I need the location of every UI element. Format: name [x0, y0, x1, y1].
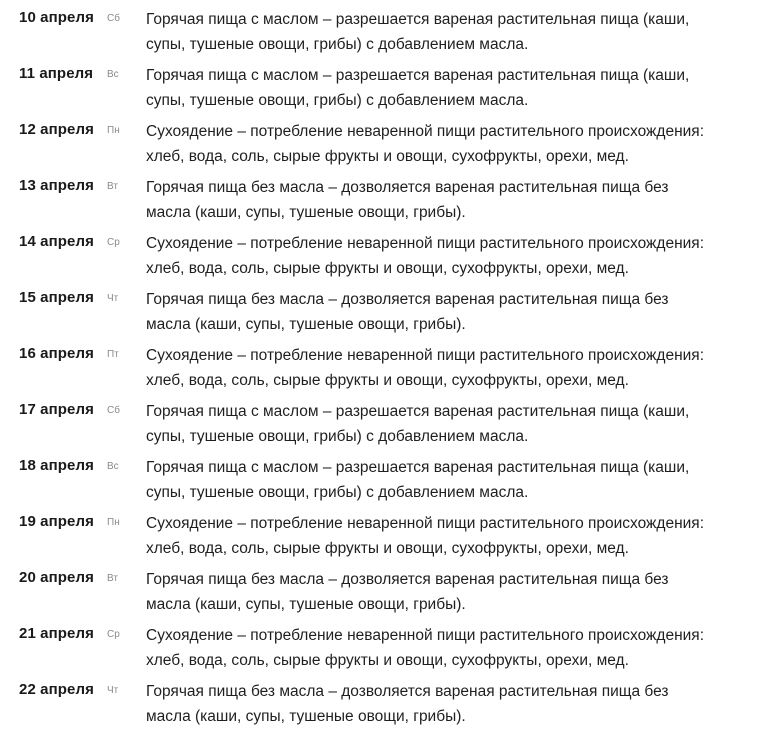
weekday-label: Сб	[107, 13, 120, 24]
description-line: Горячая пища без масла – дозволяется вареная растительная пища без	[146, 291, 669, 308]
description-line: супы, тушеные овощи, грибы) с добавлением масла.	[146, 92, 529, 109]
date-label: 11 апреля	[19, 65, 94, 82]
weekday-label: Вс	[107, 461, 119, 472]
diet-description	[146, 343, 766, 393]
diet-description	[146, 119, 766, 169]
description-line: Сухоядение – потребление неваренной пищи растительного происхождения:	[146, 235, 705, 252]
calendar-row	[0, 0, 773, 56]
description-line: Горячая пища без масла – дозволяется вареная растительная пища без	[146, 571, 669, 588]
weekday-label: Вт	[107, 181, 118, 192]
weekday-label: Пн	[107, 125, 120, 136]
description-line: Сухоядение – потребление неваренной пищи растительного происхождения:	[146, 627, 705, 644]
description-line: супы, тушеные овощи, грибы) с добавлением масла.	[146, 428, 529, 445]
diet-description	[146, 679, 766, 729]
date-label: 17 апреля	[19, 401, 94, 418]
description-line: Горячая пища с маслом – разрешается вареная растительная пища (каши,	[146, 403, 690, 420]
calendar-row	[0, 672, 773, 728]
date-label: 22 апреля	[19, 681, 94, 698]
diet-description	[146, 231, 766, 281]
diet-description	[146, 63, 766, 113]
description-line: супы, тушеные овощи, грибы) с добавлением масла.	[146, 36, 529, 53]
date-label: 12 апреля	[19, 121, 94, 138]
weekday-label: Сб	[107, 405, 120, 416]
date-label: 13 апреля	[19, 177, 94, 194]
calendar-row	[0, 448, 773, 504]
description-line: Сухоядение – потребление неваренной пищи растительного происхождения:	[146, 123, 705, 140]
diet-description	[146, 455, 766, 505]
description-line: масла (каши, супы, тушеные овощи, грибы).	[146, 204, 466, 221]
date-label: 15 апреля	[19, 289, 94, 306]
weekday-label: Чт	[107, 685, 119, 696]
weekday-label: Вс	[107, 69, 119, 80]
description-line: Сухоядение – потребление неваренной пищи растительного происхождения:	[146, 515, 705, 532]
calendar-row	[0, 280, 773, 336]
description-line: хлеб, вода, соль, сырые фрукты и овощи, сухофрукты, орехи, мед.	[146, 372, 629, 389]
description-line: супы, тушеные овощи, грибы) с добавлением масла.	[146, 484, 529, 501]
calendar-row	[0, 504, 773, 560]
weekday-label: Пн	[107, 517, 120, 528]
description-line: Сухоядение – потребление неваренной пищи растительного происхождения:	[146, 347, 705, 364]
date-label: 18 апреля	[19, 457, 94, 474]
weekday-label: Пт	[107, 349, 119, 360]
diet-description	[146, 287, 766, 337]
weekday-label: Ср	[107, 629, 120, 640]
weekday-label: Ср	[107, 237, 120, 248]
description-line: Горячая пища без масла – дозволяется вареная растительная пища без	[146, 179, 669, 196]
date-label: 20 апреля	[19, 569, 94, 586]
description-line: Горячая пища с маслом – разрешается вареная растительная пища (каши,	[146, 11, 690, 28]
description-line: Горячая пища без масла – дозволяется вареная растительная пища без	[146, 683, 669, 700]
diet-description	[146, 399, 766, 449]
description-line: масла (каши, супы, тушеные овощи, грибы).	[146, 316, 466, 333]
calendar-row	[0, 336, 773, 392]
description-line: масла (каши, супы, тушеные овощи, грибы).	[146, 596, 466, 613]
description-line: масла (каши, супы, тушеные овощи, грибы).	[146, 708, 466, 725]
date-label: 19 апреля	[19, 513, 94, 530]
date-label: 10 апреля	[19, 9, 94, 26]
calendar-row	[0, 392, 773, 448]
calendar-row	[0, 112, 773, 168]
diet-description	[146, 567, 766, 617]
description-line: хлеб, вода, соль, сырые фрукты и овощи, сухофрукты, орехи, мед.	[146, 148, 629, 165]
diet-description	[146, 175, 766, 225]
calendar-row	[0, 616, 773, 672]
description-line: хлеб, вода, соль, сырые фрукты и овощи, сухофрукты, орехи, мед.	[146, 260, 629, 277]
diet-description	[146, 623, 766, 673]
weekday-label: Вт	[107, 573, 118, 584]
weekday-label: Чт	[107, 293, 119, 304]
calendar-row	[0, 168, 773, 224]
diet-description	[146, 7, 766, 57]
calendar-row	[0, 560, 773, 616]
description-line: Горячая пища с маслом – разрешается вареная растительная пища (каши,	[146, 67, 690, 84]
calendar-row	[0, 56, 773, 112]
description-line: хлеб, вода, соль, сырые фрукты и овощи, сухофрукты, орехи, мед.	[146, 540, 629, 557]
description-line: Горячая пища с маслом – разрешается вареная растительная пища (каши,	[146, 459, 690, 476]
date-label: 14 апреля	[19, 233, 94, 250]
description-line: хлеб, вода, соль, сырые фрукты и овощи, сухофрукты, орехи, мед.	[146, 652, 629, 669]
date-label: 16 апреля	[19, 345, 94, 362]
calendar-row	[0, 224, 773, 280]
date-label: 21 апреля	[19, 625, 94, 642]
diet-description	[146, 511, 766, 561]
